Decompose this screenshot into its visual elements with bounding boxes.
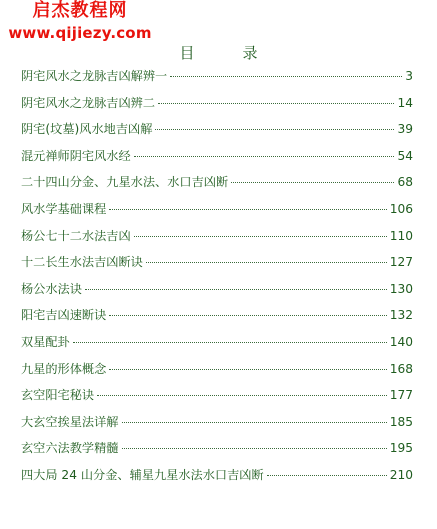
table-of-contents bbox=[21, 67, 413, 493]
toc-entry[interactable] bbox=[21, 466, 413, 493]
toc-entry-title: 阳宅吉凶速断诀 bbox=[21, 308, 107, 323]
dot-leader bbox=[231, 182, 394, 183]
toc-entry-page-number: 68 bbox=[397, 175, 413, 190]
toc-entry-title: 混元禅师阴宅风水经 bbox=[21, 148, 131, 163]
dot-leader bbox=[122, 422, 387, 423]
toc-entry[interactable] bbox=[21, 439, 413, 466]
toc-entry-page-number: 14 bbox=[397, 95, 413, 110]
dot-leader bbox=[109, 369, 386, 370]
toc-entry-title: 四大局 24 山分金、辅星九星水法水口吉凶断 bbox=[21, 467, 264, 482]
dot-leader bbox=[155, 129, 394, 130]
toc-entry-title: 二十四山分金、九星水法、水口吉凶断 bbox=[21, 175, 229, 190]
toc-entry-page-number: 127 bbox=[389, 255, 413, 270]
dot-leader bbox=[134, 156, 395, 157]
toc-entry-page-number: 168 bbox=[389, 361, 413, 376]
toc-entry-page-number: 3 bbox=[405, 69, 413, 83]
toc-entry-title: 玄空阳宅秘诀 bbox=[21, 388, 95, 403]
toc-entry-title: 阴宅(坟墓)风水地吉凶解 bbox=[21, 122, 153, 137]
toc-entry-page-number: 130 bbox=[389, 281, 413, 296]
toc-entry[interactable] bbox=[21, 280, 413, 307]
dot-leader bbox=[134, 236, 387, 237]
dot-leader bbox=[73, 342, 387, 343]
toc-heading: 目录 bbox=[179, 44, 306, 62]
toc-entry[interactable] bbox=[21, 67, 413, 94]
toc-entry[interactable] bbox=[21, 120, 413, 147]
toc-entry[interactable] bbox=[21, 147, 413, 174]
toc-entry[interactable] bbox=[21, 306, 413, 333]
toc-entry[interactable] bbox=[21, 94, 413, 121]
toc-entry-page-number: 210 bbox=[389, 467, 413, 482]
toc-entry[interactable] bbox=[21, 173, 413, 200]
dot-leader bbox=[122, 448, 387, 449]
toc-entry[interactable] bbox=[21, 386, 413, 413]
toc-entry-page-number: 195 bbox=[389, 441, 413, 456]
toc-entry[interactable] bbox=[21, 200, 413, 227]
dot-leader bbox=[170, 76, 402, 77]
dot-leader bbox=[109, 315, 386, 316]
toc-entry-title: 双星配卦 bbox=[21, 334, 70, 349]
toc-entry-page-number: 185 bbox=[389, 414, 413, 429]
toc-entry[interactable] bbox=[21, 227, 413, 254]
watermark-url: www.qijiezy.com bbox=[8, 24, 152, 42]
dot-leader bbox=[97, 395, 387, 396]
toc-entry-title: 杨公水法诀 bbox=[21, 281, 82, 296]
toc-entry-page-number: 132 bbox=[389, 308, 413, 323]
toc-entry-title: 十二长生水法吉凶断诀 bbox=[21, 255, 143, 270]
toc-entry[interactable] bbox=[21, 253, 413, 280]
watermark-logo bbox=[0, 2, 160, 41]
toc-entry-title: 玄空六法教学精髓 bbox=[21, 441, 119, 456]
toc-entry[interactable] bbox=[21, 360, 413, 387]
toc-entry-page-number: 140 bbox=[389, 334, 413, 349]
dot-leader bbox=[158, 103, 394, 104]
toc-entry[interactable] bbox=[21, 413, 413, 440]
toc-entry-title: 九星的形体概念 bbox=[21, 361, 107, 376]
toc-entry-title: 杨公七十二水法吉凶 bbox=[21, 228, 131, 243]
dot-leader bbox=[267, 475, 387, 476]
toc-entry-page-number: 106 bbox=[389, 201, 413, 216]
toc-entry-page-number: 54 bbox=[397, 148, 413, 163]
dot-leader bbox=[146, 262, 387, 263]
toc-entry-page-number: 39 bbox=[397, 122, 413, 137]
watermark-name: 启杰教程网 bbox=[32, 0, 128, 21]
dot-leader bbox=[85, 289, 387, 290]
toc-entry-page-number: 110 bbox=[389, 228, 413, 243]
toc-entry-page-number: 177 bbox=[389, 388, 413, 403]
toc-entry-title: 风水学基础课程 bbox=[21, 201, 107, 216]
toc-entry[interactable] bbox=[21, 333, 413, 360]
toc-entry-title: 阴宅风水之龙脉吉凶解辨一 bbox=[21, 69, 168, 83]
toc-entry-title: 大玄空挨星法详解 bbox=[21, 414, 119, 429]
dot-leader bbox=[109, 209, 386, 210]
toc-entry-title: 阴宅风水之龙脉吉凶辨二 bbox=[21, 95, 156, 110]
